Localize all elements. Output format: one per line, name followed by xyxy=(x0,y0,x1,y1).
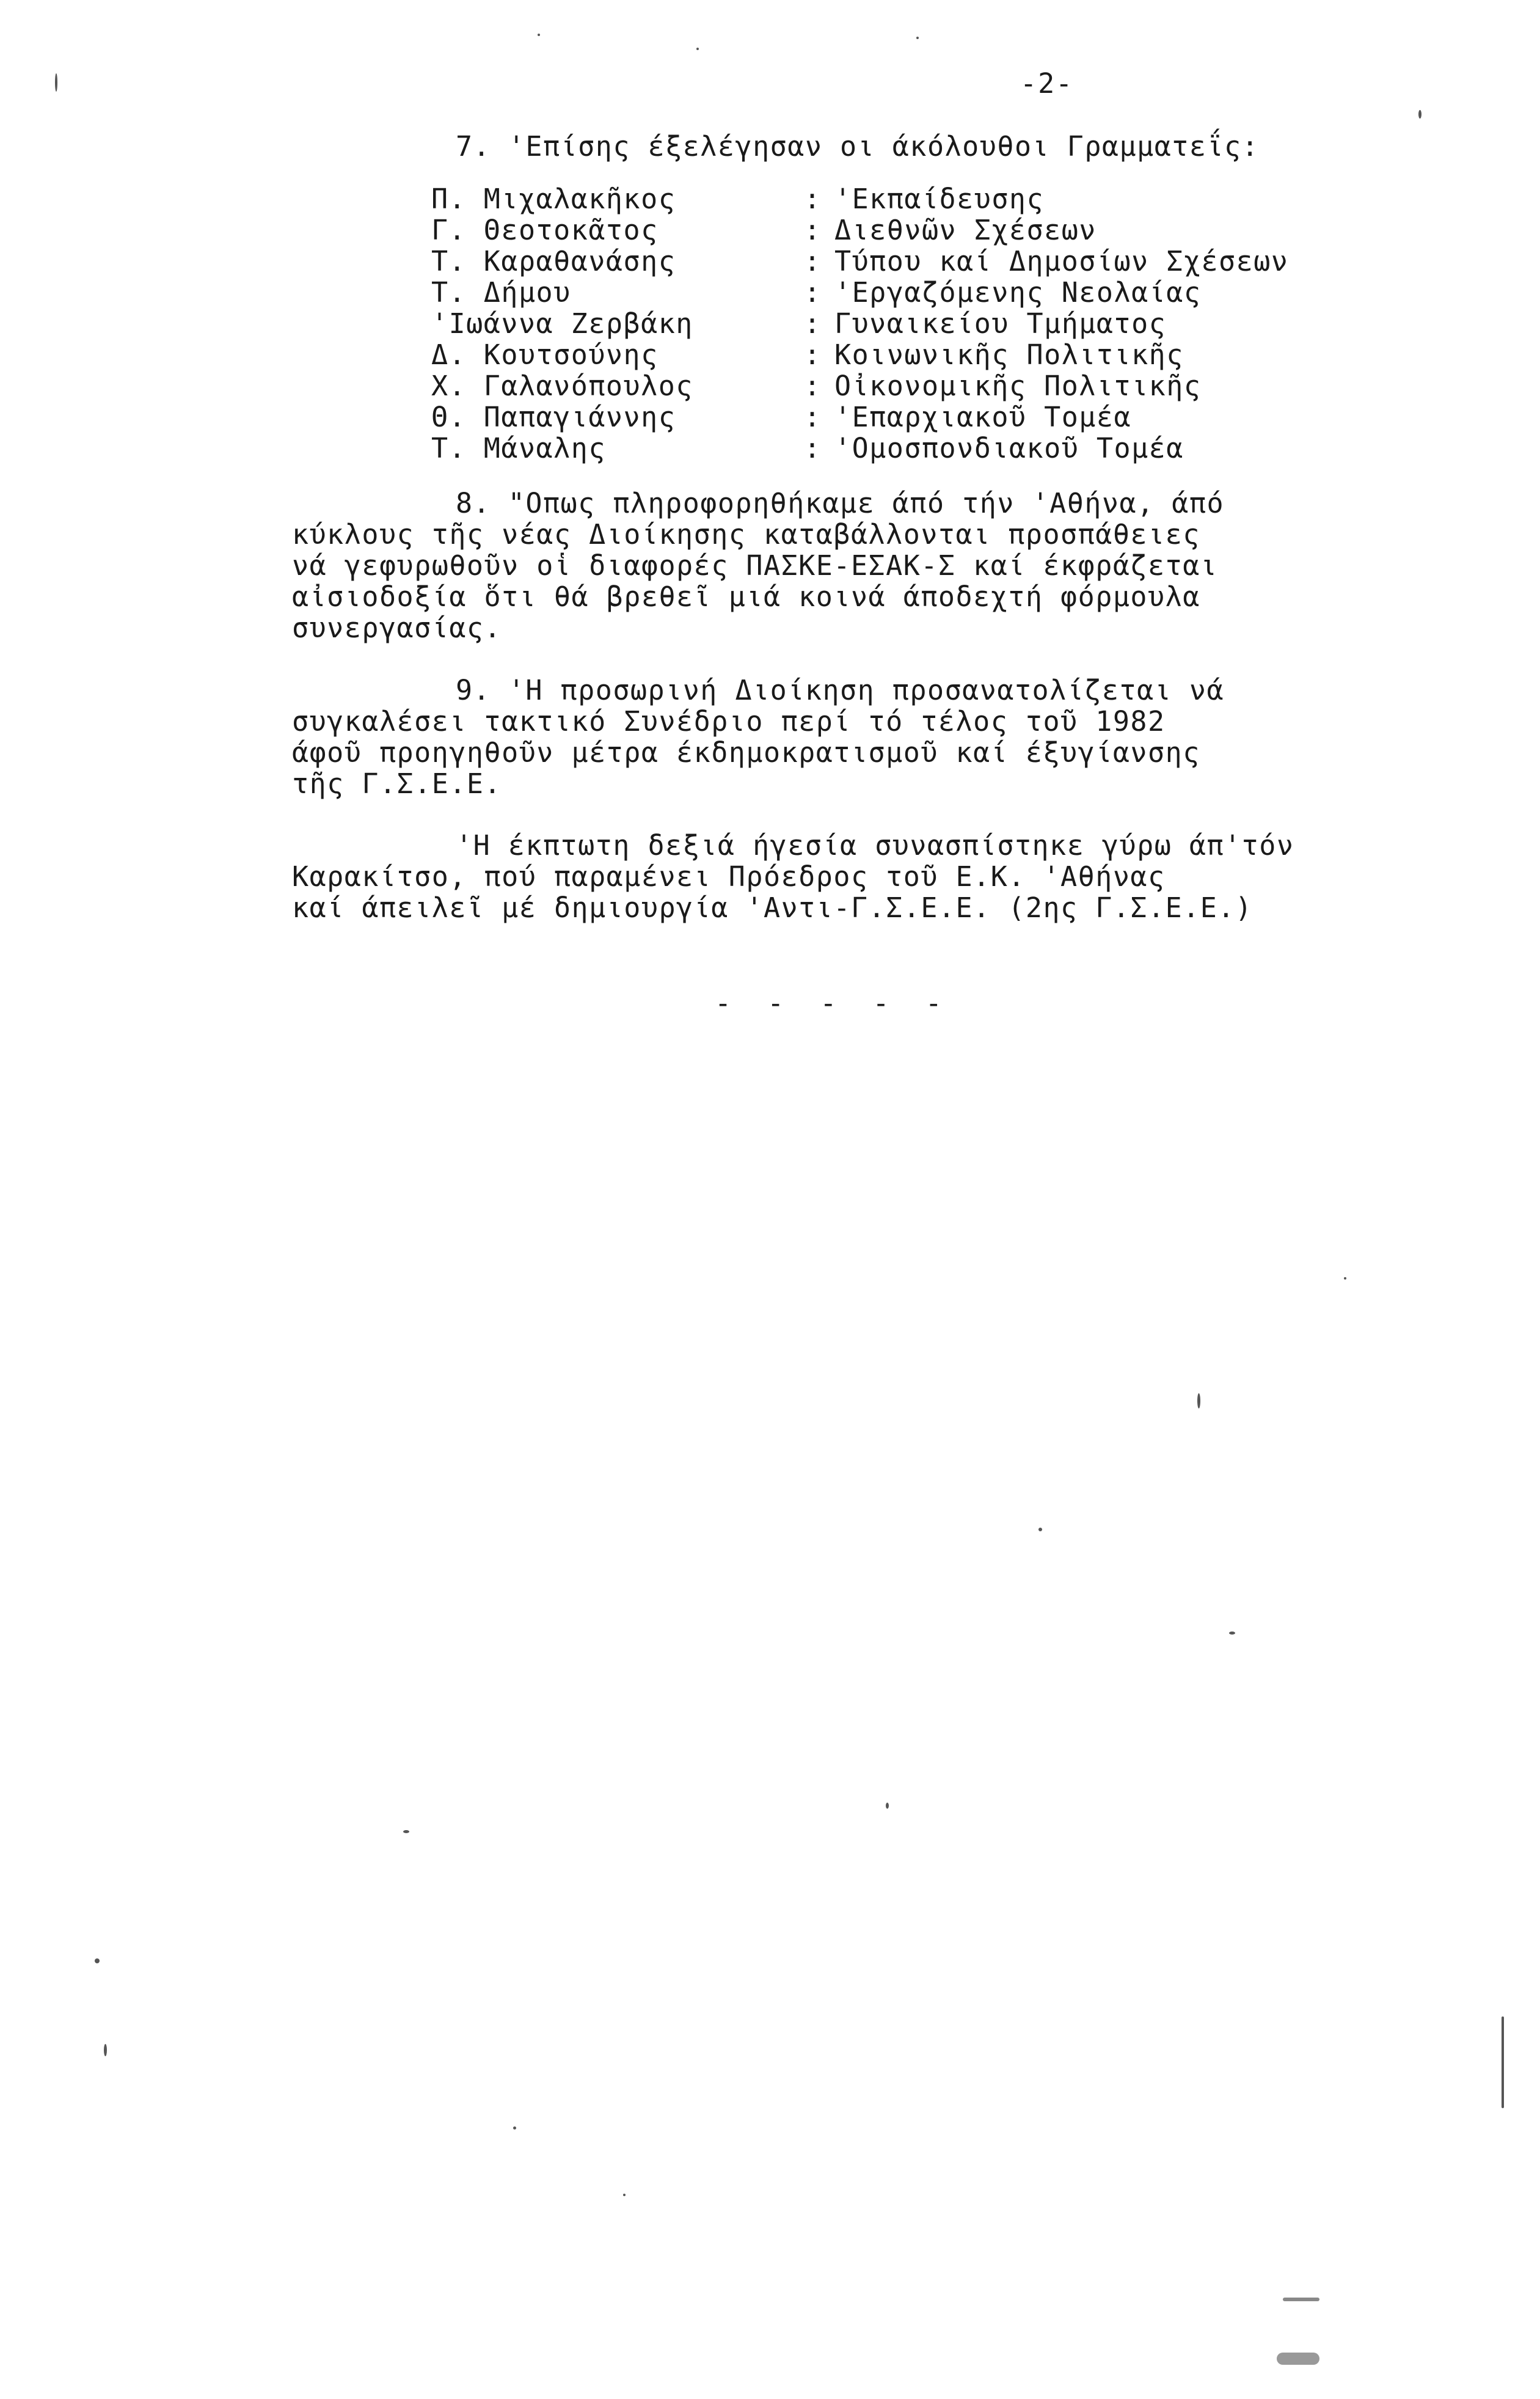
roster-row xyxy=(431,183,1045,215)
roster-row xyxy=(431,214,1097,246)
roster-separator: : xyxy=(804,245,822,277)
section-9-line: τῆς Γ.Σ.Ε.Ε. xyxy=(292,767,502,800)
roster-separator: : xyxy=(804,183,822,215)
roster-name: Δ. Κουτσούνης xyxy=(431,339,659,371)
section-8-line: αἰσιοδοξία ὅτι θά βρεθεῖ μιά κοινά άποδεχτή φόρμουλα xyxy=(292,581,1200,613)
scan-speck xyxy=(1418,110,1421,119)
roster-name: Τ. Καραθανάσης xyxy=(431,245,676,277)
roster-separator: : xyxy=(804,401,822,433)
closing-line: 'Η έκπτωτη δεξιά ήγεσία συνασπίστηκε γύρω άπ'τόν xyxy=(456,829,1294,862)
roster-row xyxy=(431,245,1289,277)
section-8-line: συνεργασίας. xyxy=(292,612,502,644)
roster-separator: : xyxy=(804,276,822,309)
roster-separator: : xyxy=(804,339,822,371)
roster-department: Γυναικείου Τμήματος xyxy=(834,307,1167,340)
roster-row xyxy=(431,276,1202,309)
scan-speck xyxy=(538,34,540,36)
roster-separator: : xyxy=(804,214,822,246)
roster-department: 'Επαρχιακοῦ Τομέα xyxy=(834,401,1132,433)
roster-row xyxy=(431,432,1184,464)
roster-name: Π. Μιχαλακῆκος xyxy=(431,183,676,215)
scan-speck xyxy=(55,73,57,92)
roster-department: Οἰκονομικῆς Πολιτικῆς xyxy=(834,370,1202,402)
section-9-line: συγκαλέσει τακτικό Συνέδριο περί τό τέλος τοῦ 1982 xyxy=(292,705,1166,738)
scan-speck xyxy=(886,1803,889,1809)
scan-speck xyxy=(1197,1393,1200,1408)
scan-speck xyxy=(104,2044,107,2056)
roster-name: Χ. Γαλανόπουλος xyxy=(431,370,693,402)
scan-speck xyxy=(623,2194,626,2196)
roster-separator: : xyxy=(804,307,822,340)
scan-speck xyxy=(1502,2016,1504,2108)
scan-speck xyxy=(1229,1632,1235,1635)
scan-speck xyxy=(1283,2298,1319,2301)
roster-row xyxy=(431,307,1167,340)
scan-speck xyxy=(916,37,919,39)
section-8-line: νά γεφυρωθοῦν οἱ διαφορές ΠΑΣΚΕ-ΕΣΑΚ-Σ καί έκφράζεται xyxy=(292,549,1218,582)
scan-speck xyxy=(513,2126,516,2130)
roster-separator: : xyxy=(804,370,822,402)
section-9-line: 9. 'Η προσωρινή Διοίκηση προσανατολίζεται νά xyxy=(456,674,1225,706)
roster-name: Γ. Θεοτοκᾶτος xyxy=(431,214,659,246)
section-8-line: 8. "Οπως πληροφορηθήκαμε άπό τήν 'Αθήνα, άπό xyxy=(456,487,1225,519)
roster-department: 'Ομοσπονδιακοῦ Τομέα xyxy=(834,432,1184,464)
roster-separator: : xyxy=(804,432,822,464)
scan-speck xyxy=(696,48,699,50)
section-7-intro: 7. 'Επίσης έξελέγησαν οι άκόλουθοι Γραμματεΐς: xyxy=(456,130,1260,163)
section-8-line: κύκλους τῆς νέας Διοίκησης καταβάλλονται προσπάθειες xyxy=(292,518,1200,551)
scan-speck xyxy=(95,1958,100,1963)
roster-row xyxy=(431,401,1132,433)
roster-row xyxy=(431,370,1202,402)
roster-department: Κοινωνικῆς Πολιτικῆς xyxy=(834,339,1184,371)
scan-speck xyxy=(1038,1528,1042,1531)
secretaries-roster xyxy=(431,183,1289,464)
closing-line: καί άπειλεῖ μέ δημιουργία 'Αντι-Γ.Σ.Ε.Ε. (2ης Γ.Σ.Ε.Ε.) xyxy=(292,892,1253,924)
roster-department: Τύπου καί Δημοσίων Σχέσεων xyxy=(834,245,1289,277)
section-9-line: άφοῦ προηγηθοῦν μέτρα έκδημοκρατισμοῦ καί έξυγίανσης xyxy=(292,736,1200,769)
roster-row xyxy=(431,339,1184,371)
roster-department: 'Εκπαίδευσης xyxy=(834,183,1045,215)
roster-department: 'Εργαζόμενης Νεολαίας xyxy=(834,276,1202,309)
roster-name: 'Ιωάννα Ζερβάκη xyxy=(431,307,693,340)
roster-department: Διεθνῶν Σχέσεων xyxy=(834,214,1097,246)
page-number: -2- xyxy=(1020,67,1074,100)
scan-speck xyxy=(403,1830,409,1833)
roster-name: Θ. Παπαγιάννης xyxy=(431,401,676,433)
closing-line: Καρακίτσο, πού παραμένει Πρόεδρος τοῦ Ε.Κ. 'Αθήνας xyxy=(292,860,1166,893)
scan-speck xyxy=(1344,1277,1346,1280)
scan-speck xyxy=(1277,2353,1319,2365)
roster-name: Τ. Δήμου xyxy=(431,276,571,309)
roster-name: Τ. Μάναλης xyxy=(431,432,606,464)
end-of-text-mark: - - - - - xyxy=(715,987,952,1019)
